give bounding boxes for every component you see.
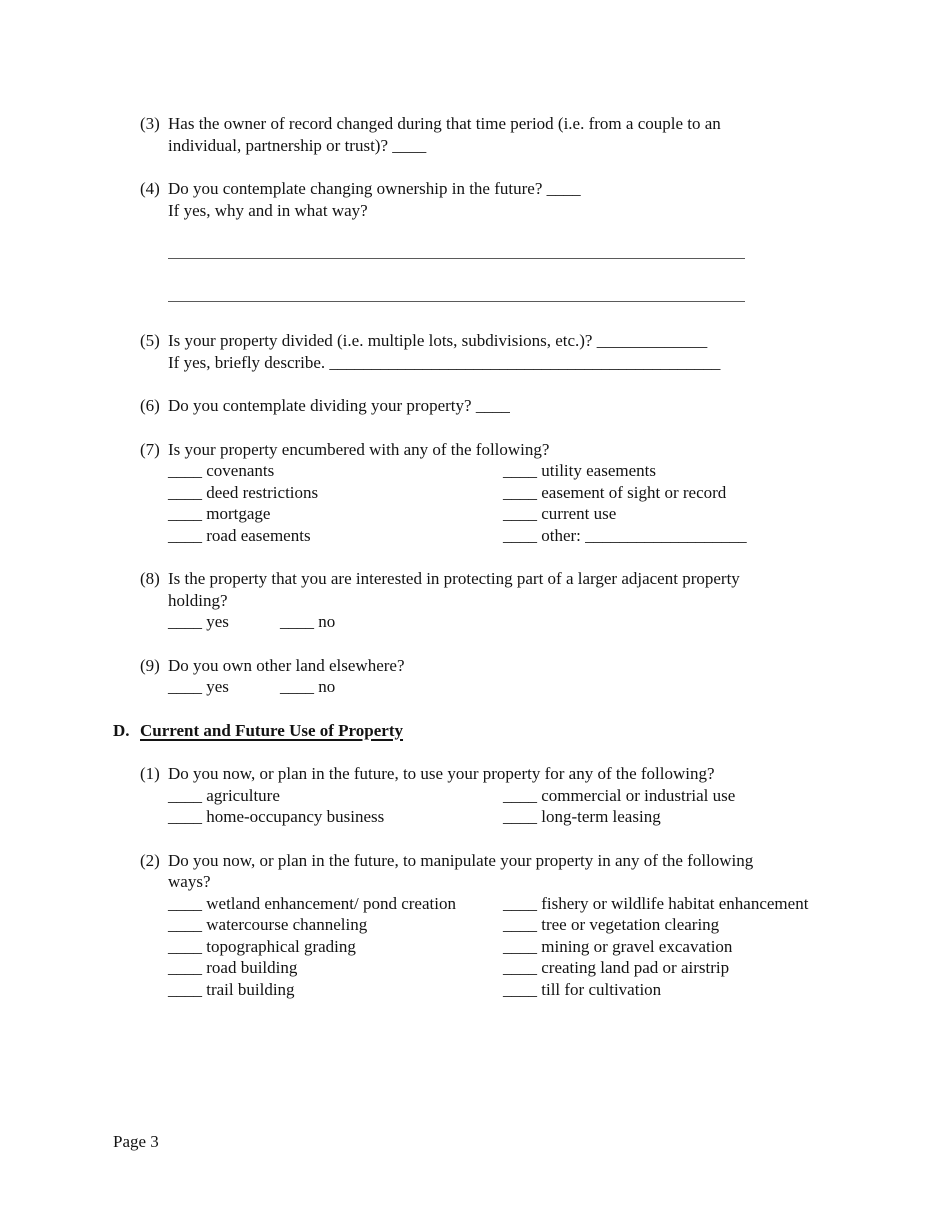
option-row xyxy=(168,893,833,915)
question-3-text-line-1: Has the owner of record changed during that time period (i.e. from a couple to an xyxy=(168,114,721,133)
checkbox-option: ____ road building xyxy=(168,958,298,977)
option-row xyxy=(168,936,833,958)
checkbox-option: ____ wetland enhancement/ pond creation xyxy=(168,893,456,913)
yes-option: ____ yes xyxy=(168,677,229,696)
option-row xyxy=(168,979,833,1001)
question-d2 xyxy=(140,850,950,1001)
question-5-text-line-2: If yes, briefly describe. ______________________________________________ xyxy=(168,352,721,372)
question-d2-text-line-1: Do you now, or plan in the future, to manipulate your property in any of the following xyxy=(168,850,754,870)
option-row xyxy=(168,914,833,936)
checkbox-option: ____ deed restrictions xyxy=(168,482,319,502)
question-5-text-line-1: Is your property divided (i.e. multiple lots, subdivisions, etc.)? _____________ xyxy=(168,331,708,350)
question-8 xyxy=(140,568,950,633)
no-option: ____ no xyxy=(280,612,336,631)
no-option: ____ no xyxy=(280,677,336,696)
option-row xyxy=(168,482,833,504)
question-8-text-line-2: holding? xyxy=(168,590,228,610)
option-row xyxy=(168,503,833,525)
option-row xyxy=(168,785,833,807)
question-3-text-line-2: individual, partnership or trust)? ____ xyxy=(168,135,427,155)
checkbox-option: ____ fishery or wildlife habitat enhancement xyxy=(503,893,809,913)
question-7-number: (7) xyxy=(140,439,160,459)
checkbox-option: ____ utility easements xyxy=(503,461,656,480)
option-row xyxy=(168,957,833,979)
section-d-heading xyxy=(113,720,950,742)
checkbox-option: ____ creating land pad or airstrip xyxy=(503,958,730,977)
question-3-number: (3) xyxy=(140,114,160,133)
answer-line xyxy=(168,243,745,259)
checkbox-option: ____ watercourse channeling xyxy=(168,915,368,934)
checkbox-option: ____ road easements xyxy=(168,525,311,545)
question-4-text-line-1: Do you contemplate changing ownership in the future? ____ xyxy=(168,179,581,198)
checkbox-option: ____ tree or vegetation clearing xyxy=(503,915,720,934)
question-8-number: (8) xyxy=(140,569,160,588)
checkbox-option: ____ commercial or industrial use xyxy=(503,785,736,805)
checkbox-option: ____ long-term leasing xyxy=(503,807,661,826)
question-6-number: (6) xyxy=(140,396,160,415)
option-row xyxy=(168,525,833,547)
question-d2-number: (2) xyxy=(140,850,160,870)
option-row xyxy=(168,460,833,482)
question-9 xyxy=(140,655,950,698)
section-d-letter: D. xyxy=(113,720,130,740)
question-6 xyxy=(140,395,950,417)
checkbox-option: ____ trail building xyxy=(168,979,295,999)
question-7 xyxy=(140,439,950,547)
question-6-text: Do you contemplate dividing your property? ____ xyxy=(168,396,510,415)
question-5-number: (5) xyxy=(140,331,160,350)
checkbox-option: ____ other: ___________________ xyxy=(503,525,747,545)
checkbox-option: ____ home-occupancy business xyxy=(168,807,385,826)
yes-option: ____ yes xyxy=(168,612,229,631)
question-5 xyxy=(140,330,950,373)
question-3 xyxy=(140,113,950,156)
checkbox-option: ____ topographical grading xyxy=(168,936,356,956)
yes-no-row xyxy=(168,611,833,633)
section-d-title: Current and Future Use of Property xyxy=(140,720,404,740)
question-4-answer-lines xyxy=(168,243,745,302)
question-9-text: Do you own other land elsewhere? xyxy=(168,655,405,675)
question-4-number: (4) xyxy=(140,179,160,198)
checkbox-option: ____ mining or gravel excavation xyxy=(503,936,733,956)
question-d1-text: Do you now, or plan in the future, to use your property for any of the following? xyxy=(168,764,715,783)
question-d1-number: (1) xyxy=(140,764,160,783)
answer-line xyxy=(168,259,745,302)
checkbox-option: ____ till for cultivation xyxy=(503,979,662,999)
option-row xyxy=(168,806,833,828)
question-4 xyxy=(140,178,950,221)
question-7-text: Is your property encumbered with any of the following? xyxy=(168,439,550,459)
checkbox-option: ____ agriculture xyxy=(168,785,280,805)
checkbox-option: ____ mortgage xyxy=(168,504,271,523)
question-d2-text-line-2: ways? xyxy=(168,872,211,891)
yes-no-row xyxy=(168,676,833,698)
checkbox-option: ____ easement of sight or record xyxy=(503,482,727,502)
checkbox-option: ____ covenants xyxy=(168,461,275,480)
question-9-number: (9) xyxy=(140,655,160,675)
page-number: Page 3 xyxy=(113,1132,159,1151)
question-d1 xyxy=(140,763,950,828)
question-8-text-line-1: Is the property that you are interested in protecting part of a larger adjacent property xyxy=(168,569,740,588)
question-4-text-line-2: If yes, why and in what way? xyxy=(168,200,368,220)
checkbox-option: ____ current use xyxy=(503,504,617,523)
